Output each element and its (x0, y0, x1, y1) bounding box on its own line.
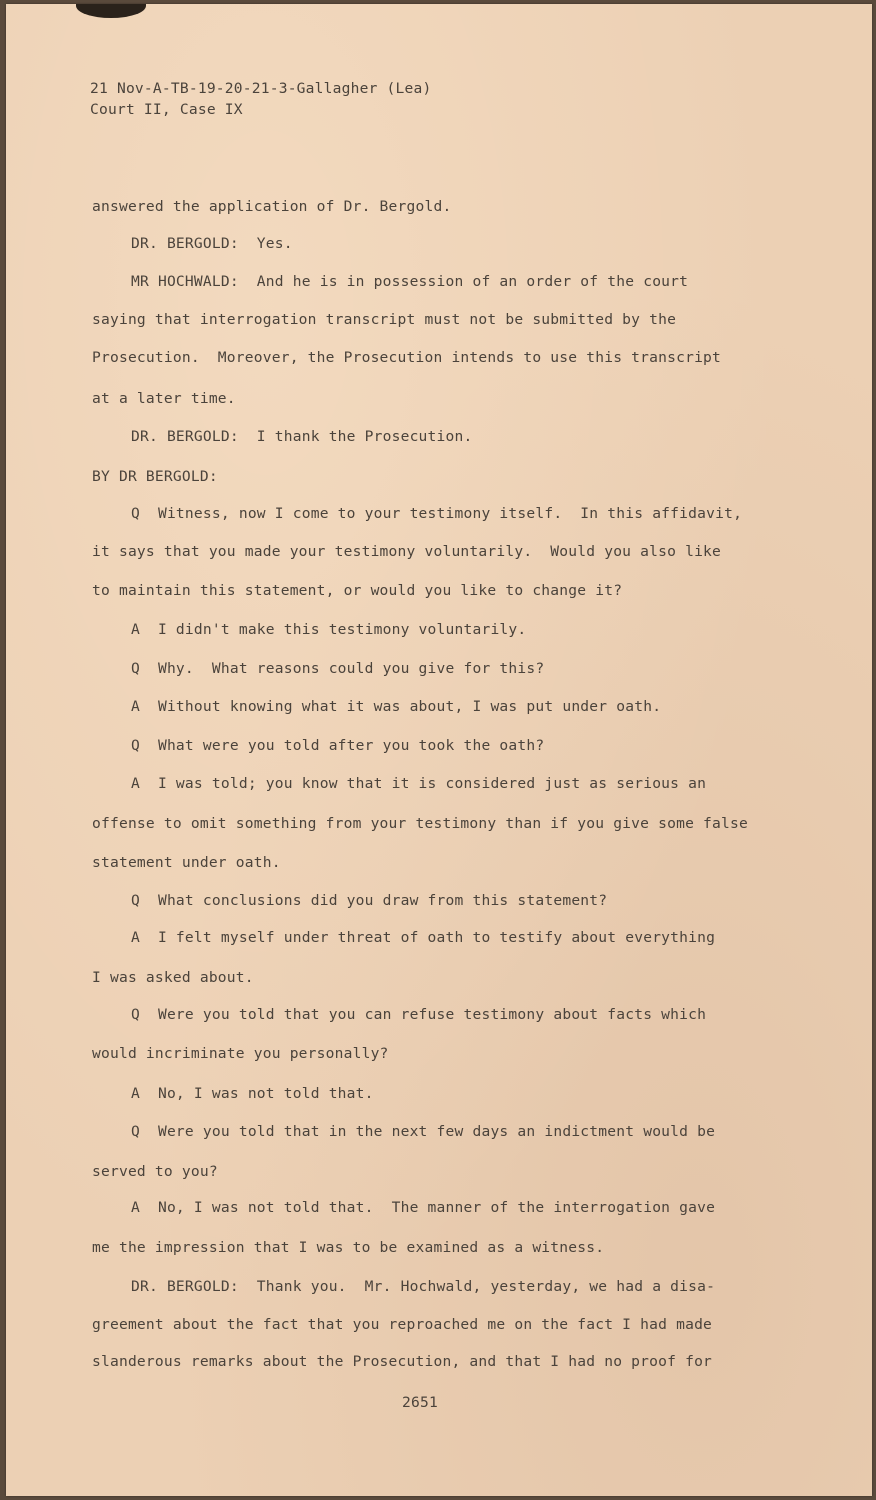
body-line: A No, I was not told that. (131, 1085, 374, 1102)
body-line: A No, I was not told that. The manner of the interrogation gave (131, 1199, 716, 1216)
body-line: would incriminate you personally? (92, 1045, 389, 1062)
body-line: greement about the fact that you reproached me on the fact I had made (92, 1316, 713, 1333)
body-line: Prosecution. Moreover, the Prosecution intends to use this transcript (92, 349, 722, 366)
body-line: at a later time. (92, 390, 236, 407)
body-line: A I felt myself under threat of oath to testify about everything (131, 929, 716, 946)
body-line: Q What conclusions did you draw from this statement? (131, 892, 608, 909)
body-line: A I didn't make this testimony voluntarily. (131, 621, 527, 638)
body-line: MR HOCHWALD: And he is in possession of an order of the court (131, 273, 689, 290)
body-line: I was asked about. (92, 969, 254, 986)
body-line: served to you? (92, 1163, 218, 1180)
body-line: it says that you made your testimony voluntarily. Would you also like (92, 543, 722, 560)
body-line: Q Witness, now I come to your testimony itself. In this affidavit, (131, 505, 743, 522)
body-line: Q Were you told that in the next few days an indictment would be (131, 1123, 716, 1140)
body-line: me the impression that I was to be examined as a witness. (92, 1239, 605, 1256)
body-line: statement under oath. (92, 854, 281, 871)
body-line: offense to omit something from your testimony than if you give some false (92, 815, 748, 832)
torn-corner (76, 4, 146, 18)
body-line: BY DR BERGOLD: (92, 468, 218, 485)
header-line-2: Court II, Case IX (90, 101, 243, 118)
body-line: Q What were you told after you took the oath? (131, 737, 545, 754)
body-line: saying that interrogation transcript must not be submitted by the (92, 311, 677, 328)
body-line: DR. BERGOLD: Yes. (131, 235, 293, 252)
body-line: DR. BERGOLD: I thank the Prosecution. (131, 428, 473, 445)
body-line: A I was told; you know that it is considered just as serious an (131, 775, 725, 792)
body-line: DR. BERGOLD: Thank you. Mr. Hochwald, yesterday, we had a disa- (131, 1278, 716, 1295)
body-line: to maintain this statement, or would you like to change it? (92, 582, 623, 599)
body-line: slanderous remarks about the Prosecution, and that I had no proof for (92, 1353, 713, 1370)
body-line: Q Why. What reasons could you give for this? (131, 660, 545, 677)
header-line-1: 21 Nov-A-TB-19-20-21-3-Gallagher (Lea) (90, 80, 432, 97)
body-line: A Without knowing what it was about, I was put under oath. (131, 698, 662, 715)
page-number: 2651 (402, 1394, 438, 1411)
body-line: answered the application of Dr. Bergold. (92, 198, 452, 215)
body-line: Q Were you told that you can refuse testimony about facts which (131, 1006, 707, 1023)
